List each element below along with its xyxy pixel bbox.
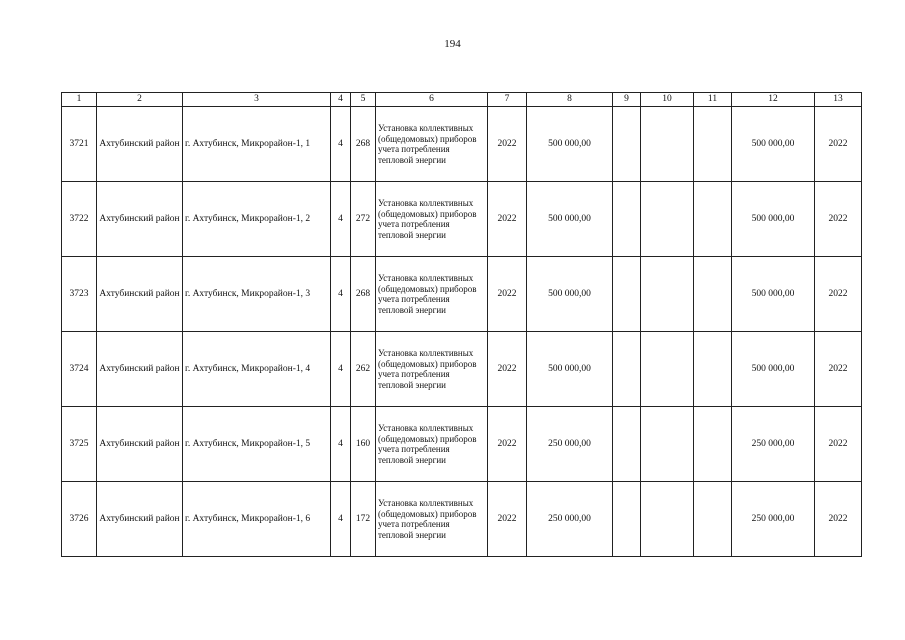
- col5-cell: 172: [351, 482, 376, 557]
- column-header: 10: [641, 93, 694, 107]
- year-cell: 2022: [488, 182, 527, 257]
- table-row: [62, 182, 862, 257]
- col4-cell: 4: [331, 257, 351, 332]
- column-header: 7: [488, 93, 527, 107]
- col5-cell: 262: [351, 332, 376, 407]
- col11-cell: [694, 407, 732, 482]
- header-row: [62, 93, 862, 107]
- col4-cell: 4: [331, 107, 351, 182]
- address-cell: г. Ахтубинск, Микрорайон-1, 1: [183, 107, 331, 182]
- row-number-cell: 3724: [62, 332, 97, 407]
- table-row: [62, 332, 862, 407]
- district-cell: Ахтубинский район: [97, 257, 183, 332]
- total-cell: 500 000,00: [732, 257, 815, 332]
- total-cell: 500 000,00: [732, 107, 815, 182]
- column-header: 6: [376, 93, 488, 107]
- col4-cell: 4: [331, 482, 351, 557]
- col5-cell: 268: [351, 107, 376, 182]
- work-type-cell: Установка коллективных (общедомовых) приборов учета потребления тепловой энергии: [376, 407, 488, 482]
- completion-year-cell: 2022: [815, 407, 862, 482]
- col5-cell: 160: [351, 407, 376, 482]
- total-cell: 250 000,00: [732, 407, 815, 482]
- address-cell: г. Ахтубинск, Микрорайон-1, 2: [183, 182, 331, 257]
- year-cell: 2022: [488, 257, 527, 332]
- column-header: 2: [97, 93, 183, 107]
- cost-cell: 500 000,00: [527, 182, 613, 257]
- table-row: [62, 257, 862, 332]
- column-header: 9: [613, 93, 641, 107]
- completion-year-cell: 2022: [815, 107, 862, 182]
- col5-cell: 268: [351, 257, 376, 332]
- address-cell: г. Ахтубинск, Микрорайон-1, 6: [183, 482, 331, 557]
- table-row: [62, 407, 862, 482]
- table-row: [62, 482, 862, 557]
- total-cell: 500 000,00: [732, 182, 815, 257]
- row-number-cell: 3721: [62, 107, 97, 182]
- col10-cell: [641, 107, 694, 182]
- work-type-cell: Установка коллективных (общедомовых) приборов учета потребления тепловой энергии: [376, 182, 488, 257]
- row-number-cell: 3726: [62, 482, 97, 557]
- column-header: 5: [351, 93, 376, 107]
- col11-cell: [694, 182, 732, 257]
- total-cell: 500 000,00: [732, 332, 815, 407]
- year-cell: 2022: [488, 482, 527, 557]
- col11-cell: [694, 107, 732, 182]
- column-header: 12: [732, 93, 815, 107]
- completion-year-cell: 2022: [815, 182, 862, 257]
- col4-cell: 4: [331, 407, 351, 482]
- district-cell: Ахтубинский район: [97, 482, 183, 557]
- registry-table: [61, 92, 862, 557]
- page-number: 194: [444, 38, 461, 50]
- col11-cell: [694, 482, 732, 557]
- address-cell: г. Ахтубинск, Микрорайон-1, 5: [183, 407, 331, 482]
- table-row: [62, 107, 862, 182]
- year-cell: 2022: [488, 407, 527, 482]
- col4-cell: 4: [331, 182, 351, 257]
- cost-cell: 250 000,00: [527, 482, 613, 557]
- col10-cell: [641, 407, 694, 482]
- cost-cell: 500 000,00: [527, 257, 613, 332]
- column-header: 8: [527, 93, 613, 107]
- col11-cell: [694, 257, 732, 332]
- year-cell: 2022: [488, 332, 527, 407]
- address-cell: г. Ахтубинск, Микрорайон-1, 4: [183, 332, 331, 407]
- year-cell: 2022: [488, 107, 527, 182]
- col9-cell: [613, 482, 641, 557]
- column-header: 3: [183, 93, 331, 107]
- col9-cell: [613, 257, 641, 332]
- work-type-cell: Установка коллективных (общедомовых) приборов учета потребления тепловой энергии: [376, 332, 488, 407]
- column-header: 1: [62, 93, 97, 107]
- cost-cell: 250 000,00: [527, 407, 613, 482]
- address-cell: г. Ахтубинск, Микрорайон-1, 3: [183, 257, 331, 332]
- work-type-cell: Установка коллективных (общедомовых) приборов учета потребления тепловой энергии: [376, 107, 488, 182]
- completion-year-cell: 2022: [815, 482, 862, 557]
- column-header: 13: [815, 93, 862, 107]
- row-number-cell: 3725: [62, 407, 97, 482]
- col5-cell: 272: [351, 182, 376, 257]
- col10-cell: [641, 482, 694, 557]
- column-header: 11: [694, 93, 732, 107]
- col9-cell: [613, 107, 641, 182]
- row-number-cell: 3722: [62, 182, 97, 257]
- col11-cell: [694, 332, 732, 407]
- total-cell: 250 000,00: [732, 482, 815, 557]
- col10-cell: [641, 257, 694, 332]
- completion-year-cell: 2022: [815, 257, 862, 332]
- col9-cell: [613, 407, 641, 482]
- district-cell: Ахтубинский район: [97, 182, 183, 257]
- district-cell: Ахтубинский район: [97, 107, 183, 182]
- col9-cell: [613, 332, 641, 407]
- col10-cell: [641, 182, 694, 257]
- cost-cell: 500 000,00: [527, 107, 613, 182]
- work-type-cell: Установка коллективных (общедомовых) приборов учета потребления тепловой энергии: [376, 257, 488, 332]
- col9-cell: [613, 182, 641, 257]
- row-number-cell: 3723: [62, 257, 97, 332]
- col10-cell: [641, 332, 694, 407]
- completion-year-cell: 2022: [815, 332, 862, 407]
- district-cell: Ахтубинский район: [97, 332, 183, 407]
- cost-cell: 500 000,00: [527, 332, 613, 407]
- col4-cell: 4: [331, 332, 351, 407]
- column-header: 4: [331, 93, 351, 107]
- district-cell: Ахтубинский район: [97, 407, 183, 482]
- work-type-cell: Установка коллективных (общедомовых) приборов учета потребления тепловой энергии: [376, 482, 488, 557]
